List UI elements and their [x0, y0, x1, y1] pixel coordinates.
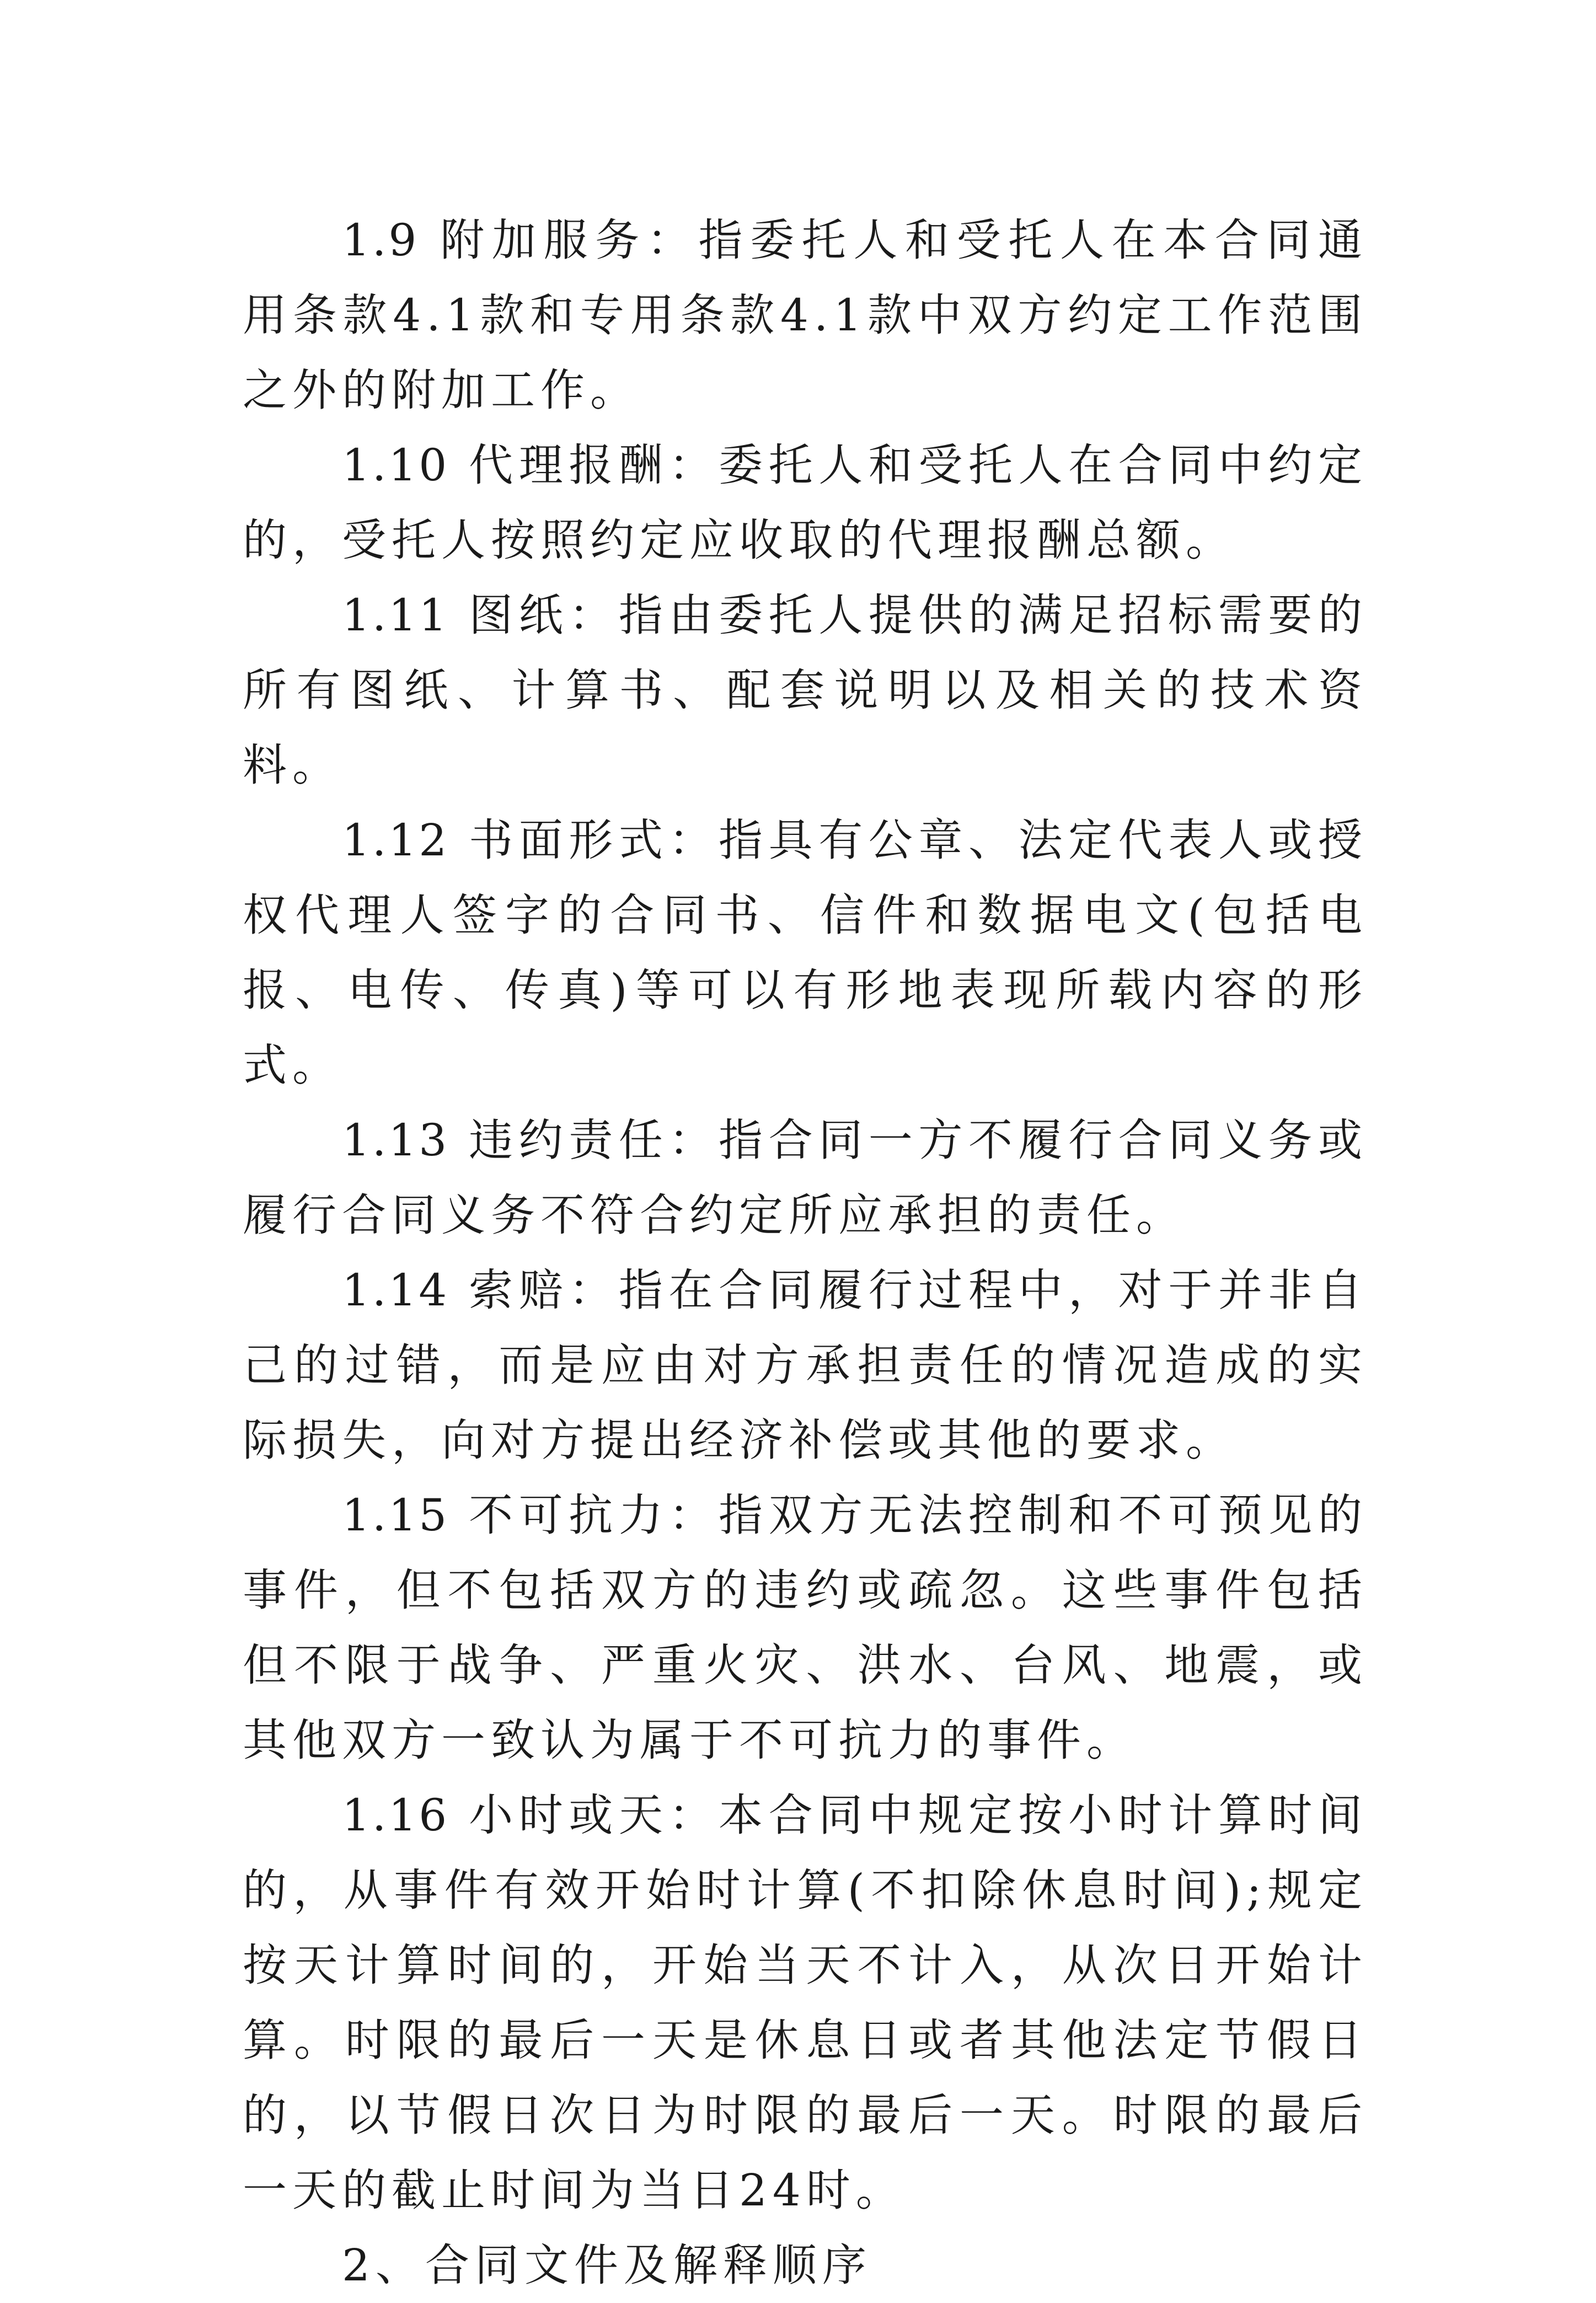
- clause-text: 不可抗力：指双方无法控制和不可预见的事件，但不包括双方的违约或疏忽。这些事件包括但不限于战争、严重火灾、洪水、台风、地震，或其他双方一致认为属于不可抗力的事件。: [243, 1490, 1368, 1766]
- document-body: [243, 203, 1368, 2303]
- clause-number: 1.15: [342, 1490, 449, 1541]
- clause-number: 1.16: [342, 1790, 449, 1841]
- clause-1-11: [243, 578, 1368, 803]
- clause-number: 1.9: [342, 215, 419, 266]
- clause-1-15: [243, 1478, 1368, 1778]
- clause-text: 图纸：指由委托人提供的满足招标需要的所有图纸、计算书、配套说明以及相关的技术资料。: [243, 590, 1368, 791]
- clause-text: 附加服务：指委托人和受托人在本合同通用条款4.1款和专用条款4.1款中双方约定工作范围之外的附加工作。: [243, 215, 1368, 416]
- section-heading: 2、合同文件及解释顺序: [342, 2240, 872, 2291]
- clause-1-16: [243, 1778, 1368, 2228]
- clause-text: 违约责任：指合同一方不履行合同义务或履行合同义务不符合约定所应承担的责任。: [243, 1115, 1368, 1241]
- clause-1-12: [243, 803, 1368, 1103]
- clause-text: 书面形式：指具有公章、法定代表人或授权代理人签字的合同书、信件和数据电文(包括电报、电传、传真)等可以有形地表现所载内容的形式。: [243, 815, 1368, 1091]
- clause-number: 1.11: [342, 590, 449, 641]
- clause-text: 代理报酬：委托人和受托人在合同中约定的，受托人按照约定应收取的代理报酬总额。: [243, 440, 1368, 566]
- clause-number: 1.14: [342, 1265, 449, 1316]
- clause-number: 1.13: [342, 1115, 449, 1166]
- clause-1-14: [243, 1253, 1368, 1478]
- clause-1-10: [243, 428, 1368, 578]
- clause-1-13: [243, 1103, 1368, 1253]
- clause-number: 1.12: [342, 815, 449, 866]
- clause-text: 索赔：指在合同履行过程中，对于并非自己的过错，而是应由对方承担责任的情况造成的实际损失，向对方提出经济补偿或其他的要求。: [243, 1265, 1368, 1466]
- clause-number: 1.10: [342, 440, 449, 491]
- clause-1-9: [243, 203, 1368, 428]
- clause-text: 小时或天：本合同中规定按小时计算时间的，从事件有效开始时计算(不扣除休息时间);规定按天计算时间的，开始当天不计入，从次日开始计算。时限的最后一天是休息日或者其他法定节假日的，以节假日次日为时限的最后一天。时限的最后一天的截止时间为当日24时。: [243, 1790, 1368, 2216]
